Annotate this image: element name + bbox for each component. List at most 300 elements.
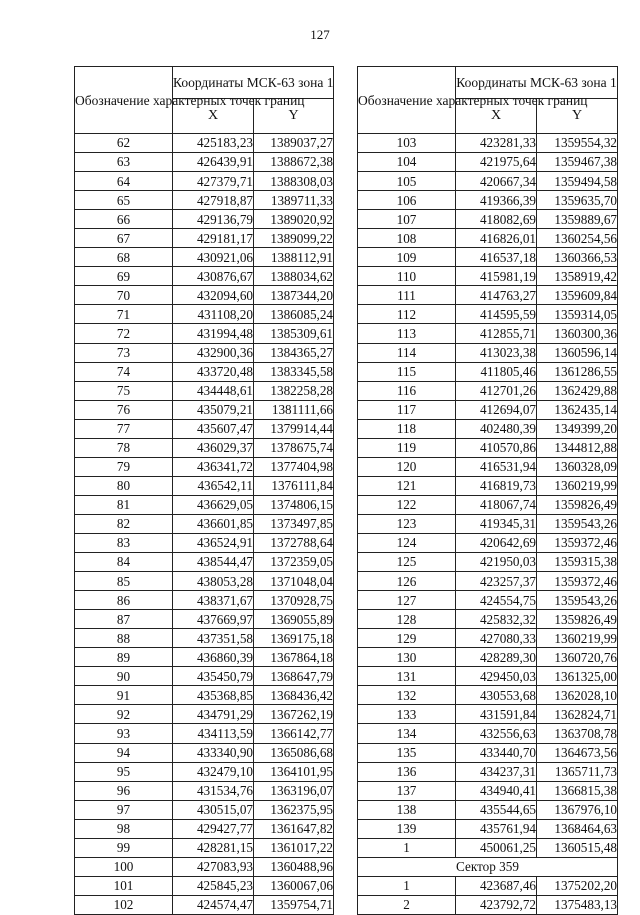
x-coordinate: 432556,63 bbox=[456, 724, 537, 743]
y-coordinate: 1361286,55 bbox=[537, 362, 618, 381]
x-coordinate: 435450,79 bbox=[173, 667, 254, 686]
y-coordinate: 1360596,14 bbox=[537, 343, 618, 362]
x-coordinate: 436629,05 bbox=[173, 495, 254, 514]
x-coordinate: 450061,25 bbox=[456, 838, 537, 857]
point-number: 90 bbox=[75, 667, 173, 686]
table-row bbox=[75, 134, 334, 153]
y-coordinate: 1362429,88 bbox=[537, 381, 618, 400]
y-coordinate: 1376111,84 bbox=[254, 476, 334, 495]
point-number: 132 bbox=[358, 686, 456, 705]
x-coordinate: 434448,61 bbox=[173, 381, 254, 400]
point-number: 115 bbox=[358, 362, 456, 381]
y-coordinate: 1358919,42 bbox=[537, 267, 618, 286]
y-coordinate: 1382258,28 bbox=[254, 381, 334, 400]
point-number: 110 bbox=[358, 267, 456, 286]
y-coordinate: 1371048,04 bbox=[254, 572, 334, 591]
point-number: 95 bbox=[75, 762, 173, 781]
y-coordinate: 1359315,38 bbox=[537, 553, 618, 572]
table-row bbox=[75, 400, 334, 419]
table-row bbox=[358, 324, 618, 343]
x-coordinate: 429427,77 bbox=[173, 819, 254, 838]
table-row bbox=[75, 324, 334, 343]
y-coordinate: 1362824,71 bbox=[537, 705, 618, 724]
point-number: 117 bbox=[358, 400, 456, 419]
y-coordinate: 1359609,84 bbox=[537, 286, 618, 305]
y-coordinate: 1389099,22 bbox=[254, 229, 334, 248]
table-row bbox=[358, 495, 618, 514]
x-coordinate: 428289,30 bbox=[456, 648, 537, 667]
y-coordinate: 1359314,05 bbox=[537, 305, 618, 324]
table-row bbox=[358, 800, 618, 819]
y-coordinate: 1370928,75 bbox=[254, 591, 334, 610]
x-coordinate: 411805,46 bbox=[456, 362, 537, 381]
y-coordinate: 1379914,44 bbox=[254, 419, 334, 438]
x-coordinate: 431994,48 bbox=[173, 324, 254, 343]
y-coordinate: 1377404,98 bbox=[254, 457, 334, 476]
table-row bbox=[358, 553, 618, 572]
table-row bbox=[358, 610, 618, 629]
y-coordinate: 1359372,46 bbox=[537, 533, 618, 552]
table-row bbox=[358, 838, 618, 857]
point-number: 72 bbox=[75, 324, 173, 343]
x-coordinate: 425832,32 bbox=[456, 610, 537, 629]
y-coordinate: 1389711,33 bbox=[254, 191, 334, 210]
point-number: 104 bbox=[358, 153, 456, 172]
y-coordinate: 1387344,20 bbox=[254, 286, 334, 305]
point-number: 86 bbox=[75, 591, 173, 610]
y-coordinate: 1361017,22 bbox=[254, 838, 334, 857]
y-coordinate: 1369175,18 bbox=[254, 629, 334, 648]
table-row bbox=[358, 819, 618, 838]
sector-row bbox=[358, 857, 618, 876]
table-row bbox=[75, 876, 334, 895]
y-coordinate: 1384365,27 bbox=[254, 343, 334, 362]
point-number: 134 bbox=[358, 724, 456, 743]
point-number: 131 bbox=[358, 667, 456, 686]
y-coordinate: 1360219,99 bbox=[537, 629, 618, 648]
table-row bbox=[358, 191, 618, 210]
point-number: 133 bbox=[358, 705, 456, 724]
point-number: 99 bbox=[75, 838, 173, 857]
x-coordinate: 425845,23 bbox=[173, 876, 254, 895]
table-row bbox=[75, 305, 334, 324]
x-coordinate: 430515,07 bbox=[173, 800, 254, 819]
point-number: 121 bbox=[358, 476, 456, 495]
point-number: 119 bbox=[358, 438, 456, 457]
point-number: 77 bbox=[75, 419, 173, 438]
table-row bbox=[358, 648, 618, 667]
x-coordinate: 410570,86 bbox=[456, 438, 537, 457]
table-row bbox=[75, 248, 334, 267]
table-row bbox=[75, 476, 334, 495]
point-number: 136 bbox=[358, 762, 456, 781]
y-coordinate: 1388034,62 bbox=[254, 267, 334, 286]
table-row bbox=[75, 819, 334, 838]
point-number: 122 bbox=[358, 495, 456, 514]
y-coordinate: 1359826,49 bbox=[537, 495, 618, 514]
table-row bbox=[358, 876, 618, 895]
point-number: 118 bbox=[358, 419, 456, 438]
table-row bbox=[75, 172, 334, 191]
y-coordinate: 1389037,27 bbox=[254, 134, 334, 153]
x-coordinate: 414595,59 bbox=[456, 305, 537, 324]
table-row bbox=[358, 476, 618, 495]
x-coordinate: 423257,37 bbox=[456, 572, 537, 591]
y-coordinate: 1373497,85 bbox=[254, 514, 334, 533]
sector-label: Сектор 359 bbox=[358, 857, 618, 876]
table-row bbox=[75, 286, 334, 305]
x-coordinate: 429136,79 bbox=[173, 210, 254, 229]
table-row bbox=[358, 762, 618, 781]
x-coordinate: 437669,97 bbox=[173, 610, 254, 629]
header-x: X bbox=[456, 99, 537, 134]
point-number: 123 bbox=[358, 514, 456, 533]
x-coordinate: 420642,69 bbox=[456, 533, 537, 552]
table-row bbox=[75, 343, 334, 362]
table-row bbox=[75, 419, 334, 438]
y-coordinate: 1367864,18 bbox=[254, 648, 334, 667]
table-row bbox=[358, 134, 618, 153]
y-coordinate: 1362435,14 bbox=[537, 400, 618, 419]
x-coordinate: 419366,39 bbox=[456, 191, 537, 210]
point-number: 73 bbox=[75, 343, 173, 362]
point-number: 81 bbox=[75, 495, 173, 514]
x-coordinate: 419345,31 bbox=[456, 514, 537, 533]
x-coordinate: 433340,90 bbox=[173, 743, 254, 762]
table-row bbox=[75, 267, 334, 286]
table-row bbox=[75, 705, 334, 724]
x-coordinate: 438544,47 bbox=[173, 553, 254, 572]
x-coordinate: 429181,17 bbox=[173, 229, 254, 248]
x-coordinate: 433720,48 bbox=[173, 362, 254, 381]
x-coordinate: 420667,34 bbox=[456, 172, 537, 191]
point-number: 1 bbox=[358, 876, 456, 895]
y-coordinate: 1365711,73 bbox=[537, 762, 618, 781]
y-coordinate: 1359543,26 bbox=[537, 514, 618, 533]
y-coordinate: 1389020,92 bbox=[254, 210, 334, 229]
table-row bbox=[358, 362, 618, 381]
y-coordinate: 1365086,68 bbox=[254, 743, 334, 762]
table-row bbox=[75, 533, 334, 552]
table-row bbox=[75, 857, 334, 876]
point-number: 76 bbox=[75, 400, 173, 419]
y-coordinate: 1363196,07 bbox=[254, 781, 334, 800]
point-number: 94 bbox=[75, 743, 173, 762]
x-coordinate: 416819,73 bbox=[456, 476, 537, 495]
y-coordinate: 1359635,70 bbox=[537, 191, 618, 210]
x-coordinate: 436341,72 bbox=[173, 457, 254, 476]
x-coordinate: 418067,74 bbox=[456, 495, 537, 514]
point-number: 93 bbox=[75, 724, 173, 743]
point-number: 105 bbox=[358, 172, 456, 191]
table-body-right bbox=[358, 134, 618, 915]
y-coordinate: 1366815,38 bbox=[537, 781, 618, 800]
table-row bbox=[358, 724, 618, 743]
point-number: 62 bbox=[75, 134, 173, 153]
point-number: 65 bbox=[75, 191, 173, 210]
y-coordinate: 1359889,67 bbox=[537, 210, 618, 229]
x-coordinate: 434113,59 bbox=[173, 724, 254, 743]
y-coordinate: 1344812,88 bbox=[537, 438, 618, 457]
table-row bbox=[75, 724, 334, 743]
table-row bbox=[75, 153, 334, 172]
point-number: 71 bbox=[75, 305, 173, 324]
table-row bbox=[75, 667, 334, 686]
point-number: 112 bbox=[358, 305, 456, 324]
point-number: 88 bbox=[75, 629, 173, 648]
header-point-label: Обозначение характерных точек границ bbox=[75, 67, 173, 134]
point-number: 113 bbox=[358, 324, 456, 343]
table-row bbox=[358, 153, 618, 172]
x-coordinate: 432094,60 bbox=[173, 286, 254, 305]
table-row bbox=[358, 514, 618, 533]
x-coordinate: 414763,27 bbox=[456, 286, 537, 305]
y-coordinate: 1359467,38 bbox=[537, 153, 618, 172]
y-coordinate: 1360366,53 bbox=[537, 248, 618, 267]
x-coordinate: 415981,19 bbox=[456, 267, 537, 286]
table-row bbox=[75, 591, 334, 610]
y-coordinate: 1372359,05 bbox=[254, 553, 334, 572]
y-coordinate: 1383345,58 bbox=[254, 362, 334, 381]
x-coordinate: 424574,47 bbox=[173, 895, 254, 914]
table-row bbox=[358, 572, 618, 591]
y-coordinate: 1363708,78 bbox=[537, 724, 618, 743]
point-number: 127 bbox=[358, 591, 456, 610]
table-row bbox=[358, 343, 618, 362]
y-coordinate: 1359554,32 bbox=[537, 134, 618, 153]
point-number: 66 bbox=[75, 210, 173, 229]
y-coordinate: 1364673,56 bbox=[537, 743, 618, 762]
y-coordinate: 1374806,15 bbox=[254, 495, 334, 514]
y-coordinate: 1375483,13 bbox=[537, 895, 618, 914]
point-number: 125 bbox=[358, 553, 456, 572]
table-row bbox=[358, 781, 618, 800]
y-coordinate: 1359826,49 bbox=[537, 610, 618, 629]
point-number: 109 bbox=[358, 248, 456, 267]
y-coordinate: 1361647,82 bbox=[254, 819, 334, 838]
point-number: 79 bbox=[75, 457, 173, 476]
x-coordinate: 434237,31 bbox=[456, 762, 537, 781]
y-coordinate: 1360515,48 bbox=[537, 838, 618, 857]
table-row bbox=[358, 305, 618, 324]
y-coordinate: 1366142,77 bbox=[254, 724, 334, 743]
table-row bbox=[75, 381, 334, 400]
point-number: 108 bbox=[358, 229, 456, 248]
point-number: 97 bbox=[75, 800, 173, 819]
point-number: 111 bbox=[358, 286, 456, 305]
table-row bbox=[75, 629, 334, 648]
x-coordinate: 431534,76 bbox=[173, 781, 254, 800]
table-row bbox=[358, 743, 618, 762]
y-coordinate: 1359754,71 bbox=[254, 895, 334, 914]
table-body-left bbox=[75, 134, 334, 915]
x-coordinate: 423687,46 bbox=[456, 876, 537, 895]
y-coordinate: 1368436,42 bbox=[254, 686, 334, 705]
table-row bbox=[358, 381, 618, 400]
table-row bbox=[75, 438, 334, 457]
x-coordinate: 421975,64 bbox=[456, 153, 537, 172]
x-coordinate: 423281,33 bbox=[456, 134, 537, 153]
y-coordinate: 1359543,26 bbox=[537, 591, 618, 610]
x-coordinate: 416531,94 bbox=[456, 457, 537, 476]
x-coordinate: 427083,93 bbox=[173, 857, 254, 876]
x-coordinate: 421950,03 bbox=[456, 553, 537, 572]
point-number: 107 bbox=[358, 210, 456, 229]
coordinates-table-left bbox=[74, 66, 334, 915]
table-row bbox=[358, 229, 618, 248]
y-coordinate: 1388308,03 bbox=[254, 172, 334, 191]
coordinates-table-right bbox=[357, 66, 618, 915]
x-coordinate: 429450,03 bbox=[456, 667, 537, 686]
y-coordinate: 1364101,95 bbox=[254, 762, 334, 781]
y-coordinate: 1360254,56 bbox=[537, 229, 618, 248]
table-row bbox=[75, 210, 334, 229]
x-coordinate: 430876,67 bbox=[173, 267, 254, 286]
y-coordinate: 1360328,09 bbox=[537, 457, 618, 476]
point-number: 63 bbox=[75, 153, 173, 172]
point-number: 129 bbox=[358, 629, 456, 648]
table-row bbox=[75, 572, 334, 591]
header-coordinates: Координаты МСК-63 зона 1 bbox=[456, 67, 618, 99]
y-coordinate: 1381111,66 bbox=[254, 400, 334, 419]
y-coordinate: 1367976,10 bbox=[537, 800, 618, 819]
y-coordinate: 1360067,06 bbox=[254, 876, 334, 895]
table-row bbox=[358, 286, 618, 305]
x-coordinate: 436542,11 bbox=[173, 476, 254, 495]
point-number: 124 bbox=[358, 533, 456, 552]
x-coordinate: 416826,01 bbox=[456, 229, 537, 248]
x-coordinate: 435761,94 bbox=[456, 819, 537, 838]
y-coordinate: 1388112,91 bbox=[254, 248, 334, 267]
x-coordinate: 435544,65 bbox=[456, 800, 537, 819]
x-coordinate: 413023,38 bbox=[456, 343, 537, 362]
point-number: 84 bbox=[75, 553, 173, 572]
table-row bbox=[75, 495, 334, 514]
point-number: 67 bbox=[75, 229, 173, 248]
x-coordinate: 425183,23 bbox=[173, 134, 254, 153]
table-row bbox=[75, 743, 334, 762]
x-coordinate: 418082,69 bbox=[456, 210, 537, 229]
x-coordinate: 436524,91 bbox=[173, 533, 254, 552]
x-coordinate: 430553,68 bbox=[456, 686, 537, 705]
point-number: 89 bbox=[75, 648, 173, 667]
y-coordinate: 1368464,63 bbox=[537, 819, 618, 838]
table-row bbox=[358, 457, 618, 476]
x-coordinate: 436601,85 bbox=[173, 514, 254, 533]
point-number: 128 bbox=[358, 610, 456, 629]
y-coordinate: 1388672,38 bbox=[254, 153, 334, 172]
point-number: 102 bbox=[75, 895, 173, 914]
point-number: 120 bbox=[358, 457, 456, 476]
table-row bbox=[75, 781, 334, 800]
table-row bbox=[358, 667, 618, 686]
x-coordinate: 427080,33 bbox=[456, 629, 537, 648]
header-y: Y bbox=[254, 99, 334, 134]
point-number: 2 bbox=[358, 895, 456, 914]
y-coordinate: 1386085,24 bbox=[254, 305, 334, 324]
y-coordinate: 1360488,96 bbox=[254, 857, 334, 876]
x-coordinate: 426439,91 bbox=[173, 153, 254, 172]
x-coordinate: 412694,07 bbox=[456, 400, 537, 419]
point-number: 75 bbox=[75, 381, 173, 400]
point-number: 92 bbox=[75, 705, 173, 724]
x-coordinate: 416537,18 bbox=[456, 248, 537, 267]
table-row bbox=[75, 648, 334, 667]
x-coordinate: 436029,37 bbox=[173, 438, 254, 457]
x-coordinate: 412701,26 bbox=[456, 381, 537, 400]
point-number: 101 bbox=[75, 876, 173, 895]
table-row bbox=[358, 705, 618, 724]
table-row bbox=[75, 514, 334, 533]
y-coordinate: 1378675,74 bbox=[254, 438, 334, 457]
table-row bbox=[358, 895, 618, 914]
point-number: 1 bbox=[358, 838, 456, 857]
page-number: 127 bbox=[310, 27, 330, 42]
point-number: 96 bbox=[75, 781, 173, 800]
point-number: 116 bbox=[358, 381, 456, 400]
x-coordinate: 412855,71 bbox=[456, 324, 537, 343]
table-row bbox=[358, 533, 618, 552]
table-row bbox=[358, 591, 618, 610]
table-row bbox=[75, 838, 334, 857]
table-row bbox=[75, 895, 334, 914]
point-number: 78 bbox=[75, 438, 173, 457]
point-number: 64 bbox=[75, 172, 173, 191]
x-coordinate: 428281,15 bbox=[173, 838, 254, 857]
table-row bbox=[358, 172, 618, 191]
table-row bbox=[75, 553, 334, 572]
table-row bbox=[75, 762, 334, 781]
header-point-label: Обозначение характерных точек границ bbox=[358, 67, 456, 134]
point-number: 91 bbox=[75, 686, 173, 705]
x-coordinate: 402480,39 bbox=[456, 419, 537, 438]
point-number: 138 bbox=[358, 800, 456, 819]
y-coordinate: 1360720,76 bbox=[537, 648, 618, 667]
y-coordinate: 1385309,61 bbox=[254, 324, 334, 343]
x-coordinate: 431591,84 bbox=[456, 705, 537, 724]
table-row bbox=[75, 191, 334, 210]
x-coordinate: 423792,72 bbox=[456, 895, 537, 914]
x-coordinate: 424554,75 bbox=[456, 591, 537, 610]
table-row bbox=[75, 686, 334, 705]
x-coordinate: 434940,41 bbox=[456, 781, 537, 800]
x-coordinate: 431108,20 bbox=[173, 305, 254, 324]
table-row bbox=[358, 686, 618, 705]
y-coordinate: 1367262,19 bbox=[254, 705, 334, 724]
x-coordinate: 432900,36 bbox=[173, 343, 254, 362]
point-number: 103 bbox=[358, 134, 456, 153]
header-y: Y bbox=[537, 99, 618, 134]
header-x: X bbox=[173, 99, 254, 134]
y-coordinate: 1375202,20 bbox=[537, 876, 618, 895]
y-coordinate: 1368647,79 bbox=[254, 667, 334, 686]
x-coordinate: 435368,85 bbox=[173, 686, 254, 705]
table-row bbox=[75, 229, 334, 248]
point-number: 114 bbox=[358, 343, 456, 362]
table-row bbox=[358, 248, 618, 267]
y-coordinate: 1359372,46 bbox=[537, 572, 618, 591]
point-number: 85 bbox=[75, 572, 173, 591]
y-coordinate: 1360300,36 bbox=[537, 324, 618, 343]
table-row bbox=[358, 210, 618, 229]
x-coordinate: 432479,10 bbox=[173, 762, 254, 781]
table-row bbox=[75, 610, 334, 629]
point-number: 126 bbox=[358, 572, 456, 591]
y-coordinate: 1369055,89 bbox=[254, 610, 334, 629]
x-coordinate: 438371,67 bbox=[173, 591, 254, 610]
y-coordinate: 1359494,58 bbox=[537, 172, 618, 191]
x-coordinate: 437351,58 bbox=[173, 629, 254, 648]
